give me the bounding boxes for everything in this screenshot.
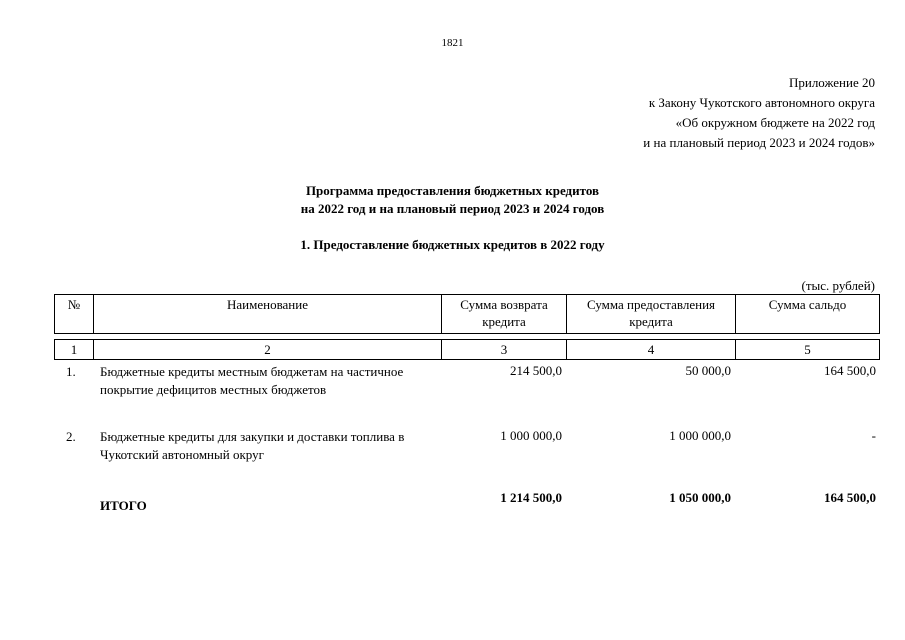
header-vline-3 bbox=[441, 294, 442, 334]
header-return: Сумма возврата кредита bbox=[460, 297, 548, 329]
column-number-1: 1 bbox=[70, 342, 78, 357]
appendix-reference bbox=[643, 73, 875, 153]
row-provision: 50 000,0 bbox=[685, 363, 731, 378]
document-title-line-2: на 2022 год и на плановый период 2023 и 2024 годов bbox=[300, 201, 605, 216]
header-provision: Сумма предоставления кредита bbox=[586, 297, 716, 329]
row-name: Бюджетные кредиты для закупки и доставки топлива в Чукотский автономный округ bbox=[100, 429, 405, 462]
header-top-border bbox=[54, 294, 880, 295]
row-number: 1. bbox=[66, 364, 76, 379]
column-number-3: 3 bbox=[500, 342, 508, 357]
row-return: 1 000 000,0 bbox=[500, 428, 562, 443]
total-return: 1 214 500,0 bbox=[500, 490, 562, 505]
total-provision: 1 050 000,0 bbox=[669, 490, 731, 505]
units-label: (тыс. рублей) bbox=[801, 278, 875, 293]
header-balance: Сумма сальдо bbox=[768, 297, 847, 312]
header-number: № bbox=[67, 297, 81, 312]
appendix-line-4: и на плановый период 2023 и 2024 годов» bbox=[643, 135, 875, 150]
appendix-line-3: «Об окружном бюджете на 2022 год bbox=[675, 115, 875, 130]
column-number-4: 4 bbox=[647, 342, 655, 357]
row-number: 2. bbox=[66, 429, 76, 444]
document-title bbox=[0, 182, 905, 218]
total-balance: 164 500,0 bbox=[824, 490, 876, 505]
section-title: 1. Предоставление бюджетных кредитов в 2022 году bbox=[300, 237, 605, 252]
row-balance: - bbox=[871, 428, 876, 443]
total-label: ИТОГО bbox=[100, 498, 147, 513]
column-number-2: 2 bbox=[264, 342, 271, 357]
page-number: 1821 bbox=[441, 37, 464, 49]
row-provision: 1 000 000,0 bbox=[669, 428, 731, 443]
numbers-bottom-border bbox=[54, 359, 880, 360]
row-name: Бюджетные кредиты местным бюджетам на частичное покрытие дефицитов местных бюджетов bbox=[100, 364, 404, 397]
column-number-5: 5 bbox=[804, 342, 811, 357]
document-title-line-1: Программа предоставления бюджетных кредитов bbox=[305, 183, 600, 198]
numbers-top-border bbox=[54, 339, 880, 340]
header-name: Наименование bbox=[227, 297, 308, 312]
appendix-line-2: к Закону Чукотского автономного округа bbox=[648, 95, 875, 110]
header-vline-6 bbox=[879, 294, 880, 334]
appendix-line-1: Приложение 20 bbox=[788, 75, 875, 90]
row-balance: 164 500,0 bbox=[824, 363, 876, 378]
numbers-vline-6 bbox=[879, 339, 880, 360]
row-return: 214 500,0 bbox=[510, 363, 562, 378]
header-bottom-border bbox=[54, 333, 880, 334]
